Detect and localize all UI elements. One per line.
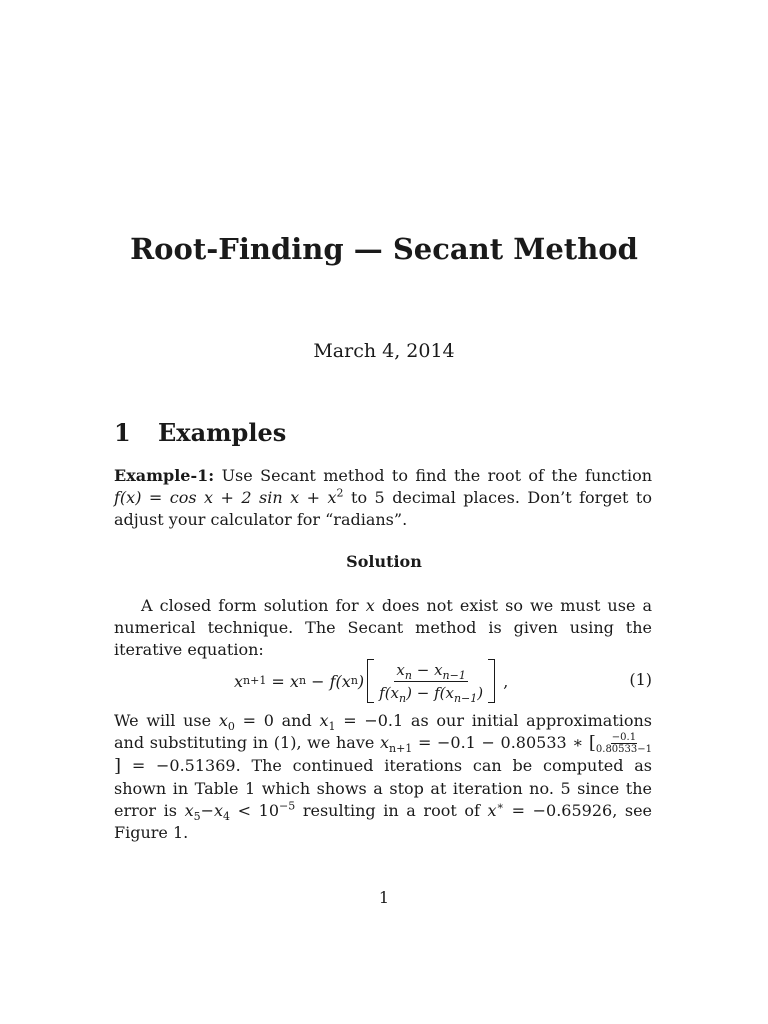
after-x5: x: [184, 801, 194, 820]
num-sub-2: n−1: [442, 668, 466, 682]
after-t1: We will use: [114, 711, 219, 730]
after-x4: x: [214, 801, 224, 820]
after-x4-sub: 4: [223, 810, 231, 824]
after-t5: = −0.51369. The continued iterations can be computed as shown in Table 1 which shows a stop at iteration no. 5 since the error is: [114, 756, 652, 820]
num-var: x: [396, 660, 405, 679]
example-text-1: Use Secant method to find the root of the function: [214, 466, 652, 485]
after-xs-sup: ∗: [496, 799, 505, 813]
after-t7: < 10: [230, 801, 280, 820]
after-t9: = −0.65926, see Figure 1.: [114, 801, 653, 843]
example-text-2: to 5 decimal places. Don’t forget to adjust your calculator for “radians”.: [114, 488, 652, 530]
section-heading: [114, 418, 286, 447]
function-expression: f(x) = cos x + 2 sin x + x: [114, 488, 337, 508]
function-exponent: 2: [336, 486, 344, 500]
after-t6: −: [200, 801, 215, 820]
den-sub-1: n: [399, 691, 407, 705]
eq-term-2: − f(x: [306, 671, 351, 691]
num-sub-1: n: [404, 668, 412, 682]
equation-number: (1): [629, 670, 652, 689]
small-left-bracket: [: [588, 732, 596, 754]
intro-text-1: A closed form solution for: [141, 596, 366, 615]
left-bracket: [367, 659, 374, 703]
after-x0-sub: 0: [227, 720, 235, 734]
secant-equation: [114, 656, 652, 706]
after-x0: x: [218, 711, 228, 730]
after-t8: resulting in a root of: [295, 801, 488, 820]
den-close: ): [477, 683, 484, 702]
den-start: f(x: [379, 683, 400, 702]
after-t3: = −0.1 as our initial approximations and substituting in (1), we have: [114, 711, 653, 753]
eq-denominator: [377, 682, 485, 705]
after-t4: = −0.1 − 0.80533 ∗: [412, 733, 589, 753]
intro-paragraph: [114, 595, 652, 662]
after-xs: x: [487, 801, 497, 820]
after-xn1: x: [379, 733, 389, 753]
after-t2: = 0 and: [234, 711, 320, 730]
page-title: Root-Finding — Secant Method: [130, 232, 638, 266]
eq-term-2-close: ): [357, 671, 365, 691]
inline-fraction-den: 0.80533−1: [595, 744, 652, 756]
eq-fraction: [377, 660, 485, 705]
section-title: Examples: [158, 418, 287, 447]
eq-term-1: = x: [266, 671, 299, 691]
den-mid: ) − f(x: [406, 683, 454, 702]
example-paragraph: [114, 465, 652, 532]
right-bracket: [488, 659, 495, 703]
example-label: Example-1:: [114, 466, 215, 485]
num-mid: − x: [411, 660, 443, 679]
after-x1: x: [319, 711, 329, 730]
inline-fraction: [596, 732, 652, 755]
page-number: 1: [378, 888, 390, 907]
equation-body: x n+1 = x n − f(x n ) $\frac{x_n - x_{n-1}}{f(x_n) - f(x_{n-1})}$ ,: [234, 660, 509, 705]
inline-fraction-num: −0.1: [611, 732, 637, 744]
document-date: March 4, 2014: [313, 340, 455, 362]
den-sub-2: n−1: [453, 691, 478, 705]
result-paragraph: [114, 710, 652, 844]
intro-text-2: does not exist so we must use a numerical technique. The Secant method is given using the iterative equation:: [114, 596, 652, 660]
intro-variable: x: [365, 596, 375, 615]
after-x1-sub: 1: [328, 720, 336, 734]
eq-numerator: [394, 661, 467, 682]
small-right-bracket: ]: [114, 755, 122, 777]
after-exp: −5: [279, 799, 296, 813]
after-x5-sub: 5: [193, 810, 201, 824]
section-number: 1: [114, 418, 131, 447]
eq-trail: ,: [498, 671, 509, 691]
solution-heading: Solution: [346, 552, 422, 571]
after-xn1-sub: n+1: [389, 742, 413, 756]
eq-lhs: x: [234, 671, 244, 691]
